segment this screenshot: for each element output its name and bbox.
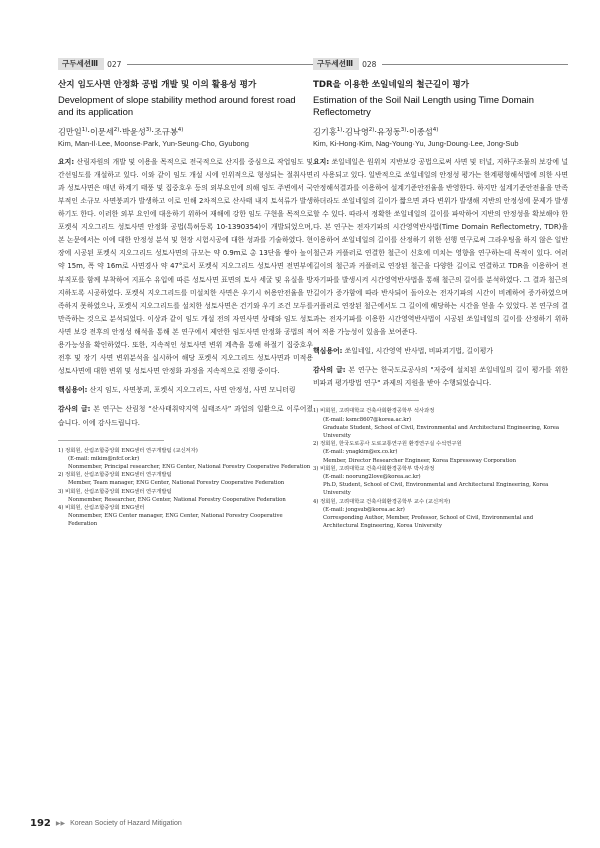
author-affiliation-mark: 2): [368, 127, 375, 133]
footnote-affiliation: 2) 정회원, 한국도로공사 도로교통연구원 환경연구실 수석연구원: [313, 441, 462, 448]
footnote: [58, 447, 313, 472]
author-separator: ·: [151, 126, 154, 137]
author-separator: ·: [374, 126, 377, 137]
footnote-detail: (E-mail: noorung2love@korea.ac.kr): [323, 473, 421, 480]
author-affiliation-mark: 3): [400, 127, 407, 133]
footnote-detail: Graduate Student, School of Civil, Environmental and Architectural Engineering, Korea University: [323, 424, 560, 439]
page-number: 192: [30, 818, 51, 829]
author-name: 이문세: [90, 126, 114, 137]
session-header: [58, 58, 313, 70]
footnote-detail: (E-mail: mikim@nfcf.or.kr): [68, 455, 140, 462]
footnote-detail: Nonmember, Researcher, ENG Center, National Forestry Cooperative Federation: [68, 496, 286, 503]
acknowledgement-text: 본 연구는 한국도로공사의 "저중에 설치된 쏘일네일의 길이 평가를 위한 비파괴 평가방법 연구" 과제의 지원을 받아 수행되었습니다.: [313, 366, 568, 388]
footnote-detail: Member, Director Researcher Engineer, Korea Expressway Corporation: [323, 457, 516, 464]
footnote: [58, 471, 313, 487]
society-name: Korean Society of Hazard Mitigation: [70, 820, 182, 827]
author-separator: ·: [342, 126, 345, 137]
left-column: [58, 58, 313, 529]
authors-korean: [313, 124, 568, 138]
author-separator: ·: [87, 126, 90, 137]
keywords-label: 핵심용어:: [313, 347, 343, 356]
keywords: [313, 345, 568, 358]
authors-english: Kim, Man-Il·Lee, Moonse·Park, Yun-Seung·Cho, Gyubong: [58, 138, 249, 148]
page-footer: [30, 818, 182, 829]
footnote-detail: Ph.D, Student, School of Civil, Environmental and Architectural Engineering, Korea University: [323, 482, 549, 497]
footnote: [313, 407, 568, 440]
footnote-detail: Corresponding Author, Member, Professor, School of Civil, Environmental and Architectural Engineering, Korea University: [323, 514, 534, 530]
footnote-affiliation: 3) 비회원, 고려대학교 건축사회환경공학부 박사과정: [313, 465, 435, 472]
acknowledgement: [58, 403, 313, 429]
acknowledgement: [313, 364, 568, 390]
author-name: 이종섭: [409, 126, 433, 137]
author-affiliation-mark: 3): [145, 127, 152, 133]
abstract-label: 요지:: [313, 157, 330, 166]
session-tag: 구두세션Ⅲ: [58, 58, 104, 70]
footnote: [313, 440, 568, 465]
abstract: [313, 156, 568, 339]
author-affiliation-mark: 2): [113, 127, 120, 133]
footnote-rule: [313, 400, 419, 401]
keywords: [58, 384, 313, 397]
session-number: 027: [107, 59, 122, 69]
keywords-text: 쏘일네일, 시간영역 반사법, 비파괴기법, 길이평가: [342, 347, 494, 356]
footnote: [313, 498, 568, 531]
title-english: Development of slope stability method around forest road and its application: [58, 94, 296, 117]
authors-english: Kim, Ki-Hong·Kim, Nag-Young·Yu, Jung-Doung·Lee, Jong-Sub: [313, 138, 519, 148]
footnote-detail: Nonmember, ENG Center manager, ENG Center, National Forestry Cooperative Federation: [68, 513, 283, 528]
footnote-affiliation: 2) 정회원, 산림조합중앙회 ENG센터 연구개발팀: [58, 472, 172, 479]
footnote-affiliation: 1) 정회원, 산림조합중앙회 ENG센터 연구개발팀 (교신저자): [58, 447, 198, 454]
keywords-text: 산지 임도, 사면붕괴, 포켓식 지오그리드, 사면 안정성, 사면 모니터링: [87, 386, 296, 395]
footnotes: [313, 407, 568, 530]
footnote-affiliation: 4) 정회원, 고려대학교 건축사회환경공학부 교수 (교신저자): [313, 498, 451, 505]
footnote: [58, 488, 313, 504]
author-name: 유정동: [377, 126, 401, 137]
footnote-affiliation: 4) 비회원, 산림조합중앙회 ENG센터: [58, 505, 145, 512]
acknowledgement-text: 본 연구는 산림청 “산사태취약지역 실태조사” 과업의 일환으로 이루어졌습니다. 이에 감사드립니다.: [58, 405, 314, 427]
author-affiliation-mark: 4): [177, 127, 184, 133]
author-name: 김기홍: [313, 126, 337, 137]
footnote: [313, 465, 568, 498]
author-affiliation-mark: 1): [336, 127, 343, 133]
footnote-detail: (E-mail: ynagkim@ex.co.kr): [323, 449, 398, 456]
author-name: 김만일: [58, 126, 82, 137]
right-column: [313, 58, 568, 530]
footnote-detail: Nonmember, Principal researcher, ENG Center, National Forestry Cooperative Federation: [68, 464, 311, 471]
authors-korean: [58, 124, 313, 138]
session-number: 028: [362, 59, 377, 69]
author-separator: ·: [406, 126, 409, 137]
footnote-detail: (E-mail: jongsub@korea.ac.kr): [323, 506, 405, 513]
footnote-detail: Member, Team manager, ENG Center, National Forestry Cooperative Federation: [68, 480, 285, 487]
session-rule: [127, 64, 313, 65]
acknowledgement-label: 감사의 글:: [58, 405, 91, 414]
keywords-label: 핵심용어:: [58, 386, 88, 395]
abstract-label: 요지:: [58, 157, 75, 166]
author-separator: ·: [119, 126, 122, 137]
title-english: Estimation of the Soil Nail Length using Time Domain Reflectometry: [313, 94, 534, 117]
session-header: [313, 58, 568, 70]
footnote: [58, 504, 313, 529]
author-name: 김낙영: [345, 126, 369, 137]
author-name: 박윤성: [122, 126, 146, 137]
double-arrow-icon: ▶▶: [55, 820, 66, 827]
session-rule: [382, 64, 568, 65]
acknowledgement-label: 감사의 글:: [313, 366, 346, 375]
author-name: 조규봉: [154, 126, 178, 137]
abstract: [58, 156, 313, 379]
title-korean: 산지 임도사면 안정화 공법 개발 및 이의 활용성 평가: [58, 80, 257, 90]
footnotes: [58, 447, 313, 529]
session-tag: 구두세션Ⅲ: [313, 58, 359, 70]
author-affiliation-mark: 4): [432, 127, 439, 133]
author-affiliation-mark: 1): [81, 127, 88, 133]
footnote-rule: [58, 440, 164, 441]
footnote-affiliation: 1) 비회원, 고려대학교 건축사회환경공학부 석사과정: [313, 408, 435, 415]
title-korean: TDR을 이용한 쏘일네일의 철근길이 평가: [313, 80, 470, 90]
footnote-detail: (E-mail: ksmc8607@korea.ac.kr): [323, 416, 412, 423]
footnote-affiliation: 3) 비회원, 산림조합중앙회 ENG센터 연구개발팀: [58, 488, 172, 495]
abstract-text: 쏘일네일은 원위치 지반보강 공법으로써 사면 및 터널, 지하구조물의 보강에 널리 사용되고 있다. 일반적으로 쏘일네일의 안정성 평가는 한계평형해석법에 의한 사면안정해석결과를 이용하여 설계기준안전율을 반영한다. 하지만 설계기준안전율을 만족하더라도 쏘일네일의 길이가 짧으면 과다 변위가 발생해 지반의 안정성에 문제가 발생할 수 있다. 따라서 정확한 쏘일네일의 길이를 파악하여 지반의 안정성을 확보해야 한다. 본 연구는 전자기파의 시간영역반사법(Time Domain Reflectometry, TDR)을 이용하여 쏘일네일의 길이를 산정하기 위한 선행 연구로써 그라우팅을 하지 않은 일반철근과 커플러로 연결한 철근이 신호에 미치는 영향을 연구하는데 목적이 있다. 여러 길이의 철근과 커플러로 연장된 철근을 다양한 길이로 연결하고 TDR을 이용하여 전자기파를 발생시켜 시간영역반사법을 통해 철근의 길이를 분석하였다. 그 결과 철근의 길이가 증가함에 따라 반사되어 돌아오는 전자기파의 시간이 비례하여 증가하였으며 커플러로 연장된 철근에서도 그 길이에 해당하는 시간을 얻을 수 있었다. 본 연구의 결과는 전자기파를 이용한 시간영역반사법이 시공된 쏘일네일의 길이를 산정하기 위하여 적용 가능성이 있음을 보여준다.: [313, 157, 568, 336]
abstract-text: 산림자원의 개발 및 이용을 목적으로 전국적으로 산지를 중심으로 작업임도 및 간선임도를 개설하고 있다. 이와 같이 임도 개설 시에 인위적으로 형성되는 절취사면과 성토사면은 매년 하계기 태풍 및 집중호우 등의 외부요인에 의해 임도 주변에서 국부적인 소규모 사면붕괴가 발생하고 이로 인해 2차적으로 산사태 내지 토석류가 발생하기도 한다. 이러한 외부 요인에 대응하기 위하여 재해에 강한 임도 구현을 목적으로 포켓식 지오그리드 성토사면 안정화 공법(특허등록 10-1390354)이 개발되었으며, 본 논문에서는 이에 대한 안정성 분석 및 현장 시험시공에 대한 성과를 기술하였다. 현장에 시공된 포켓식 지오그리드 성토사면의 규모는 약 0.9m로 총 13단을 쌓아 높이 약 15m, 폭 약 16m로 사면경사 약 47°로서 포켓식 지오그리드 성토사면 전면부에 부직포를 함께 부착하여 지표수 유입에 따른 성토사면 표면의 토사 세굴 및 유실을 방지하도록 시공하였다. 포켓식 지오그리드를 미설치한 사면은 우기시 허용안전율을 만족하지 못하였으나, 포켓식 지오그리드를 설치한 성토사면은 건기와 우기 조건 모두를 만족하는 것으로 분석되었다. 이상과 같이 임도 개설 전의 자연사면 상태와 임도 성토사면 보강 전후의 안정성 해석을 통해 본 연구에서 제안한 임도사면 안정화 공법의 적용가능성을 확인하였다. 또한, 지속적인 성토사면 변위 계측을 통해 하절기 집중호우 전후 및 장기 사면 변위분석을 실시하여 해당 포켓식 지오그리드 성토사면과 미적용 성토사면에 대한 변위 및 성토사면 안정화 과정을 지속적으로 진행 중이다.: [58, 157, 313, 376]
